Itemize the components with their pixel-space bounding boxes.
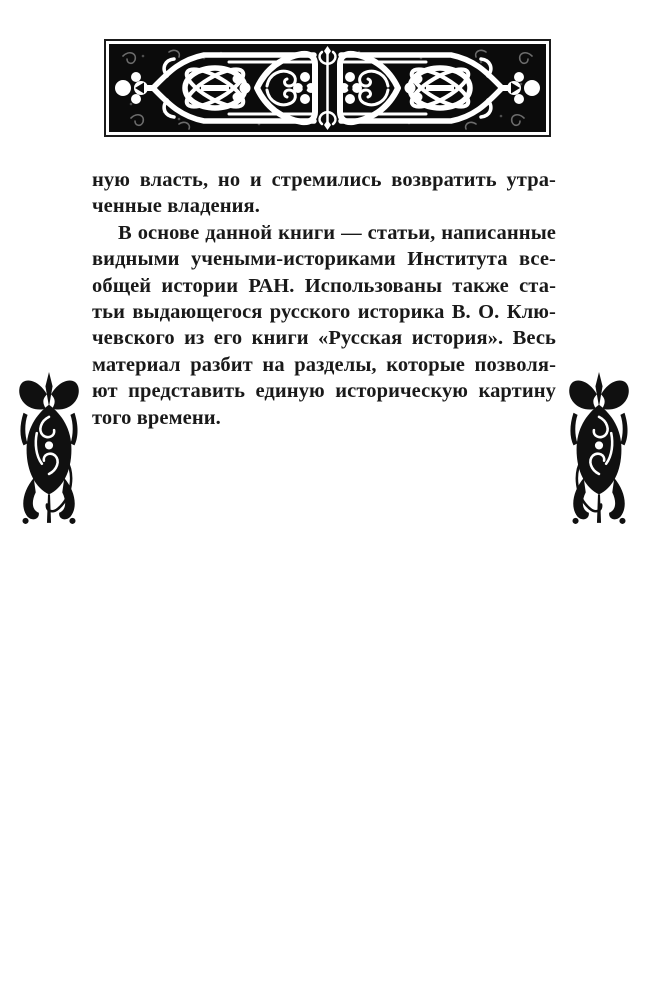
floral-flourish-left xyxy=(13,372,85,527)
body-text xyxy=(92,167,556,431)
headpiece-center-ornament xyxy=(320,46,336,130)
text-line: материал разбит на разделы, которые позволя- xyxy=(92,353,556,376)
floral-flourish-icon xyxy=(563,372,635,527)
text-line: чевского из его книги «Русская история». Весь xyxy=(92,327,556,350)
text-line: ченные владения. xyxy=(92,195,260,218)
text-line: видными учеными-историками Института все- xyxy=(92,248,556,271)
headpiece-ornament-band xyxy=(104,39,551,137)
headpiece-black-field xyxy=(109,44,546,132)
text-line: ют представить единую историческую картину xyxy=(92,380,556,403)
text-line: общей истории РАН. Использованы также ста- xyxy=(92,274,556,297)
text-line: тьи выдающегося русского историка В. О. Клю- xyxy=(92,301,556,324)
text-line: В основе данной книги — статьи, написанные xyxy=(118,221,556,244)
floral-flourish-right xyxy=(563,372,635,527)
knotwork-headpiece-icon xyxy=(109,44,546,132)
text-line: того времени. xyxy=(92,406,221,429)
floral-flourish-icon xyxy=(13,372,85,527)
text-line: ную власть, но и стремились возвратить утра- xyxy=(92,169,556,191)
